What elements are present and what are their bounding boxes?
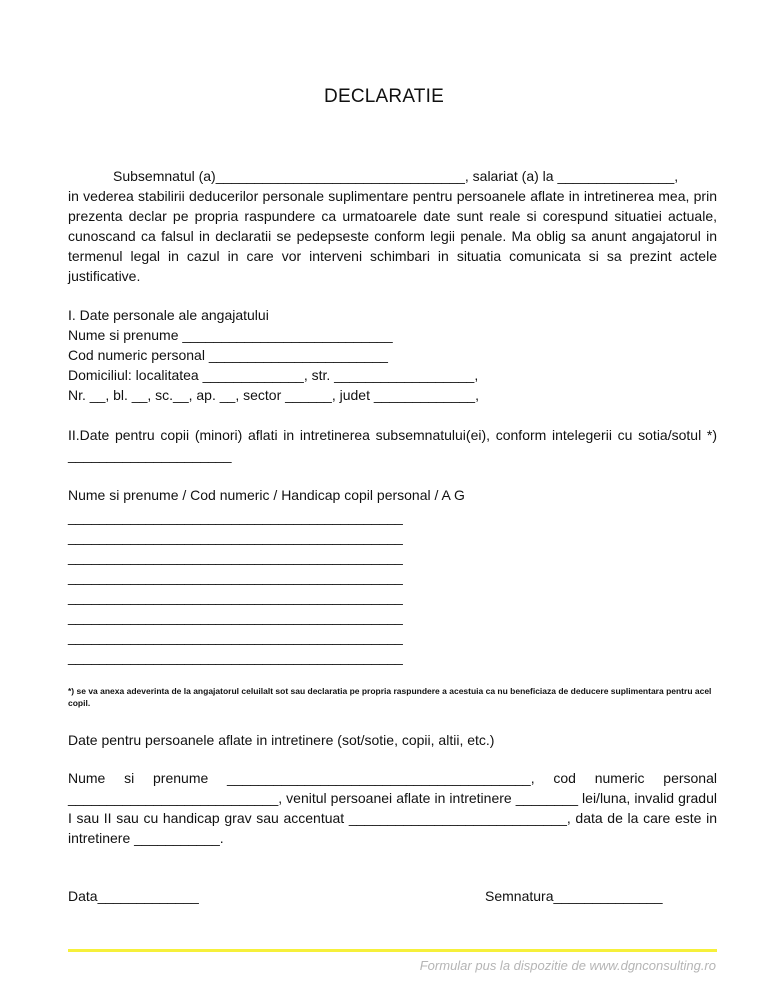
name-field-line: Nume si prenume ___________________________ <box>68 327 393 343</box>
address-field-line: Nr. __, bl. __, sc.__, ap. __, sector ______, judet _____________, <box>68 387 479 403</box>
domicile-field-line: Domiciliul: localitatea _____________, str. __________________, <box>68 367 479 383</box>
section3-heading: Date pentru persoanele aflate in intretinere (sot/sotie, copii, altii, etc.) <box>68 732 495 748</box>
blank-line: ___________________________________________ <box>68 589 403 605</box>
children-blank-lines <box>68 507 717 667</box>
section3-text: Nume si prenume _______________________________________, cod numeric personal ___________________________, venitul persoanei aflate in intretinere ________ lei/luna, invalid gradul I sau II sau cu handicap grav sau accentuat ____________________________, data de la care este in intretinere ___________. <box>68 770 717 846</box>
date-signature-field: Data_____________ <box>68 888 199 904</box>
blank-line: ___________________________________________ <box>68 629 403 645</box>
intro-body: in vederea stabilirii deducerilor personale suplimentare pentru persoanele aflate in intretinerea mea, prin prezenta declar pe propria raspundere ca urmatoarele date sunt reale si corespund situatiei actuale, cunoscand ca falsul in declaratii se pedepseste conform legii penale. Ma oblig sa anunt angajatorul in termenul legal in cazul in care vor interveni schimbari in situatia comunicata si sa prezint actele justificative. <box>68 188 717 284</box>
document-title: DECLARATIE <box>324 86 444 107</box>
footer-credit: Formular pus la dispozitie de www.dgnconsulting.ro <box>419 958 716 973</box>
signature-field: Semnatura______________ <box>485 888 663 904</box>
intro-first-line: Subsemnatul (a)________________________________, salariat (a) la _______________, <box>113 168 679 184</box>
section2-text: II.Date pentru copii (minori) aflati in intretinerea subsemnatului(ei), conform intelegerii cu sotia/sotul *) _____________________ <box>68 427 717 463</box>
intro-paragraph <box>68 166 717 286</box>
blank-line: ___________________________________________ <box>68 549 403 565</box>
blank-line: ___________________________________________ <box>68 529 403 545</box>
cnp-field-line: Cod numeric personal _______________________ <box>68 347 388 363</box>
blank-line: ___________________________________________ <box>68 649 403 665</box>
section-personal-data <box>68 305 717 405</box>
footnote: *) se va anexa adeverinta de la angajatorul celuilalt sot sau declaratia pe propria raspundere a acestuia ca nu beneficiaza de deducere suplimentara pentru acel copil. <box>68 686 712 708</box>
children-columns-header: Nume si prenume / Cod numeric / Handicap copil personal / A G <box>68 487 465 503</box>
blank-line: ___________________________________________ <box>68 569 403 585</box>
section1-heading: I. Date personale ale angajatului <box>68 307 269 323</box>
blank-line: ___________________________________________ <box>68 609 403 625</box>
blank-line: ___________________________________________ <box>68 509 403 525</box>
yellow-divider <box>68 949 717 952</box>
